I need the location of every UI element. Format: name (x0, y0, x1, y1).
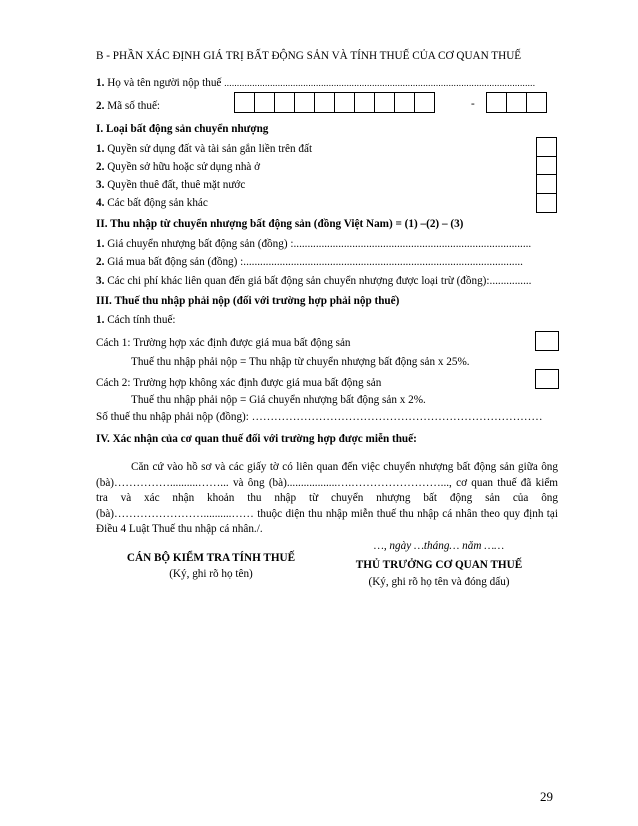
tax-code-digit[interactable] (294, 92, 315, 113)
way1-text: Cách 1: Trường hợp xác định được giá mua bất động sản (96, 337, 351, 349)
date-line: …, ngày …tháng… năm …… (373, 540, 505, 552)
tax-code-suffix-digit[interactable] (506, 92, 527, 113)
tax-code-digit[interactable] (354, 92, 375, 113)
sec1-item-text: Quyền sử dụng đất và tài sản gắn liền trên đất (107, 143, 313, 155)
sec2-item-text: Giá mua bất động sản (đồng) :.................................................................................................... (107, 256, 523, 268)
property-type-checkbox[interactable] (537, 157, 556, 176)
tax-code-digit[interactable] (374, 92, 395, 113)
section-b-title: B - PHẦN XÁC ĐỊNH GIÁ TRỊ BẤT ĐỘNG SẢN VÀ TÍNH THUẾ CỦA CƠ QUAN THUẾ (96, 50, 522, 62)
tax-code-digit[interactable] (334, 92, 355, 113)
sec2-item (96, 274, 531, 288)
page-number: 29 (540, 789, 553, 804)
sec1-item-text: Các bất động sản khác (107, 197, 208, 209)
sec2-item (96, 237, 531, 251)
tax-code-digit[interactable] (234, 92, 255, 113)
tax-code-suffix-boxes[interactable] (486, 92, 546, 113)
sec4-title: IV. Xác nhận của cơ quan thuế đối với trường hợp được miễn thuế: (96, 433, 417, 445)
sec1-item (96, 142, 312, 156)
calc-method-label: Cách tính thuế: (107, 314, 176, 326)
tax-code-boxes[interactable] (234, 92, 434, 113)
way2-checkbox[interactable] (535, 369, 559, 389)
taxpayer-name-field[interactable]: .......................................................................................................................... (224, 78, 536, 88)
sec2-title: II. Thu nhập từ chuyển nhượng bất động sản (đồng Việt Nam) = (1) –(2) – (3) (96, 218, 464, 230)
tax-code-suffix-digit[interactable] (486, 92, 507, 113)
tax-code-digit[interactable] (274, 92, 295, 113)
tax-code-line (96, 99, 160, 113)
tax-code-digit[interactable] (394, 92, 415, 113)
sec2-item-text: Các chi phí khác liên quan đến giá bất động sản chuyển nhượng được loại trừ (đồng):............... (107, 275, 532, 287)
tax-payable-line[interactable]: Số thuế thu nhập phải nộp (đồng): …………………………………………………………………… (96, 411, 543, 423)
sec1-item (96, 196, 208, 210)
sec2-item (96, 255, 523, 269)
tax-code-label: Mã số thuế: (107, 100, 161, 112)
sec1-item-num: 2. (96, 161, 105, 173)
calc-method-num: 1. (96, 314, 105, 326)
sec1-item-num: 3. (96, 179, 105, 191)
sec2-item-num: 3. (96, 275, 105, 287)
formula1-text: Thuế thu nhập phải nộp = Thu nhập từ chuyển nhượng bất động sản x 25%. (131, 356, 470, 368)
sec3-title: III. Thuế thu nhập phải nộp (đối với trường hợp phải nộp thuế) (96, 295, 400, 307)
sec1-item (96, 178, 245, 192)
sec2-item-text: Giá chuyển nhượng bất động sản (đồng) :..................................................................................... (107, 238, 532, 250)
sec2-item-num: 1. (96, 238, 105, 250)
right-sign-sub: (Ký, ghi rõ họ tên và đóng dấu) (368, 576, 510, 588)
sec4-body: Căn cứ vào hồ sơ và các giấy tờ có liên quan đến việc chuyển nhượng bất động sản giữa ông (bà)……………..........……... và ông (bà)..................….……………………..., cơ quan thuế đã kiểm tra và xác nhận khoản thu nhập từ chuyển nhượng bất động sản của ông (bà)……………………..........…… thuộc diện thu nhập miễn thuế thu nhập cá nhân theo quy định tại Điều 4 Luật Thuế thu nhập cá nhân./. (96, 461, 558, 535)
taxpayer-name-num: 1. (96, 77, 105, 89)
taxpayer-name-line (96, 76, 535, 90)
sec1-item (96, 160, 260, 174)
right-sign-title: THỦ TRƯỞNG CƠ QUAN THUẾ (355, 559, 523, 571)
tax-code-digit[interactable] (414, 92, 435, 113)
sec1-item-num: 1. (96, 143, 105, 155)
sec1-item-text: Quyền thuê đất, thuê mặt nước (107, 179, 246, 191)
calc-method-line (96, 313, 176, 327)
sec2-item-num: 2. (96, 256, 105, 268)
sec1-title: I. Loại bất động sản chuyển nhượng (96, 123, 269, 135)
way1-checkbox[interactable] (535, 331, 559, 351)
property-type-checkboxes[interactable] (536, 137, 557, 213)
sec1-item-num: 4. (96, 197, 105, 209)
taxpayer-name-label: Họ và tên người nộp thuế (107, 77, 222, 89)
property-type-checkbox[interactable] (537, 194, 556, 213)
way2-text: Cách 2: Trường hợp không xác định được giá mua bất động sản (96, 377, 382, 389)
tax-code-suffix-digit[interactable] (526, 92, 547, 113)
property-type-checkbox[interactable] (537, 138, 556, 157)
property-type-checkbox[interactable] (537, 175, 556, 194)
tax-code-digit[interactable] (254, 92, 275, 113)
left-sign-sub: (Ký, ghi rõ họ tên) (169, 568, 253, 580)
formula2-text: Thuế thu nhập phải nộp = Giá chuyển nhượng bất động sản x 2%. (131, 394, 426, 406)
tax-code-digit[interactable] (314, 92, 335, 113)
sec1-item-text: Quyền sở hữu hoặc sử dụng nhà ở (107, 161, 261, 173)
tax-code-num: 2. (96, 100, 105, 112)
left-sign-title: CÁN BỘ KIỂM TRA TÍNH THUẾ (126, 552, 296, 564)
tax-code-dash: - (471, 98, 475, 110)
